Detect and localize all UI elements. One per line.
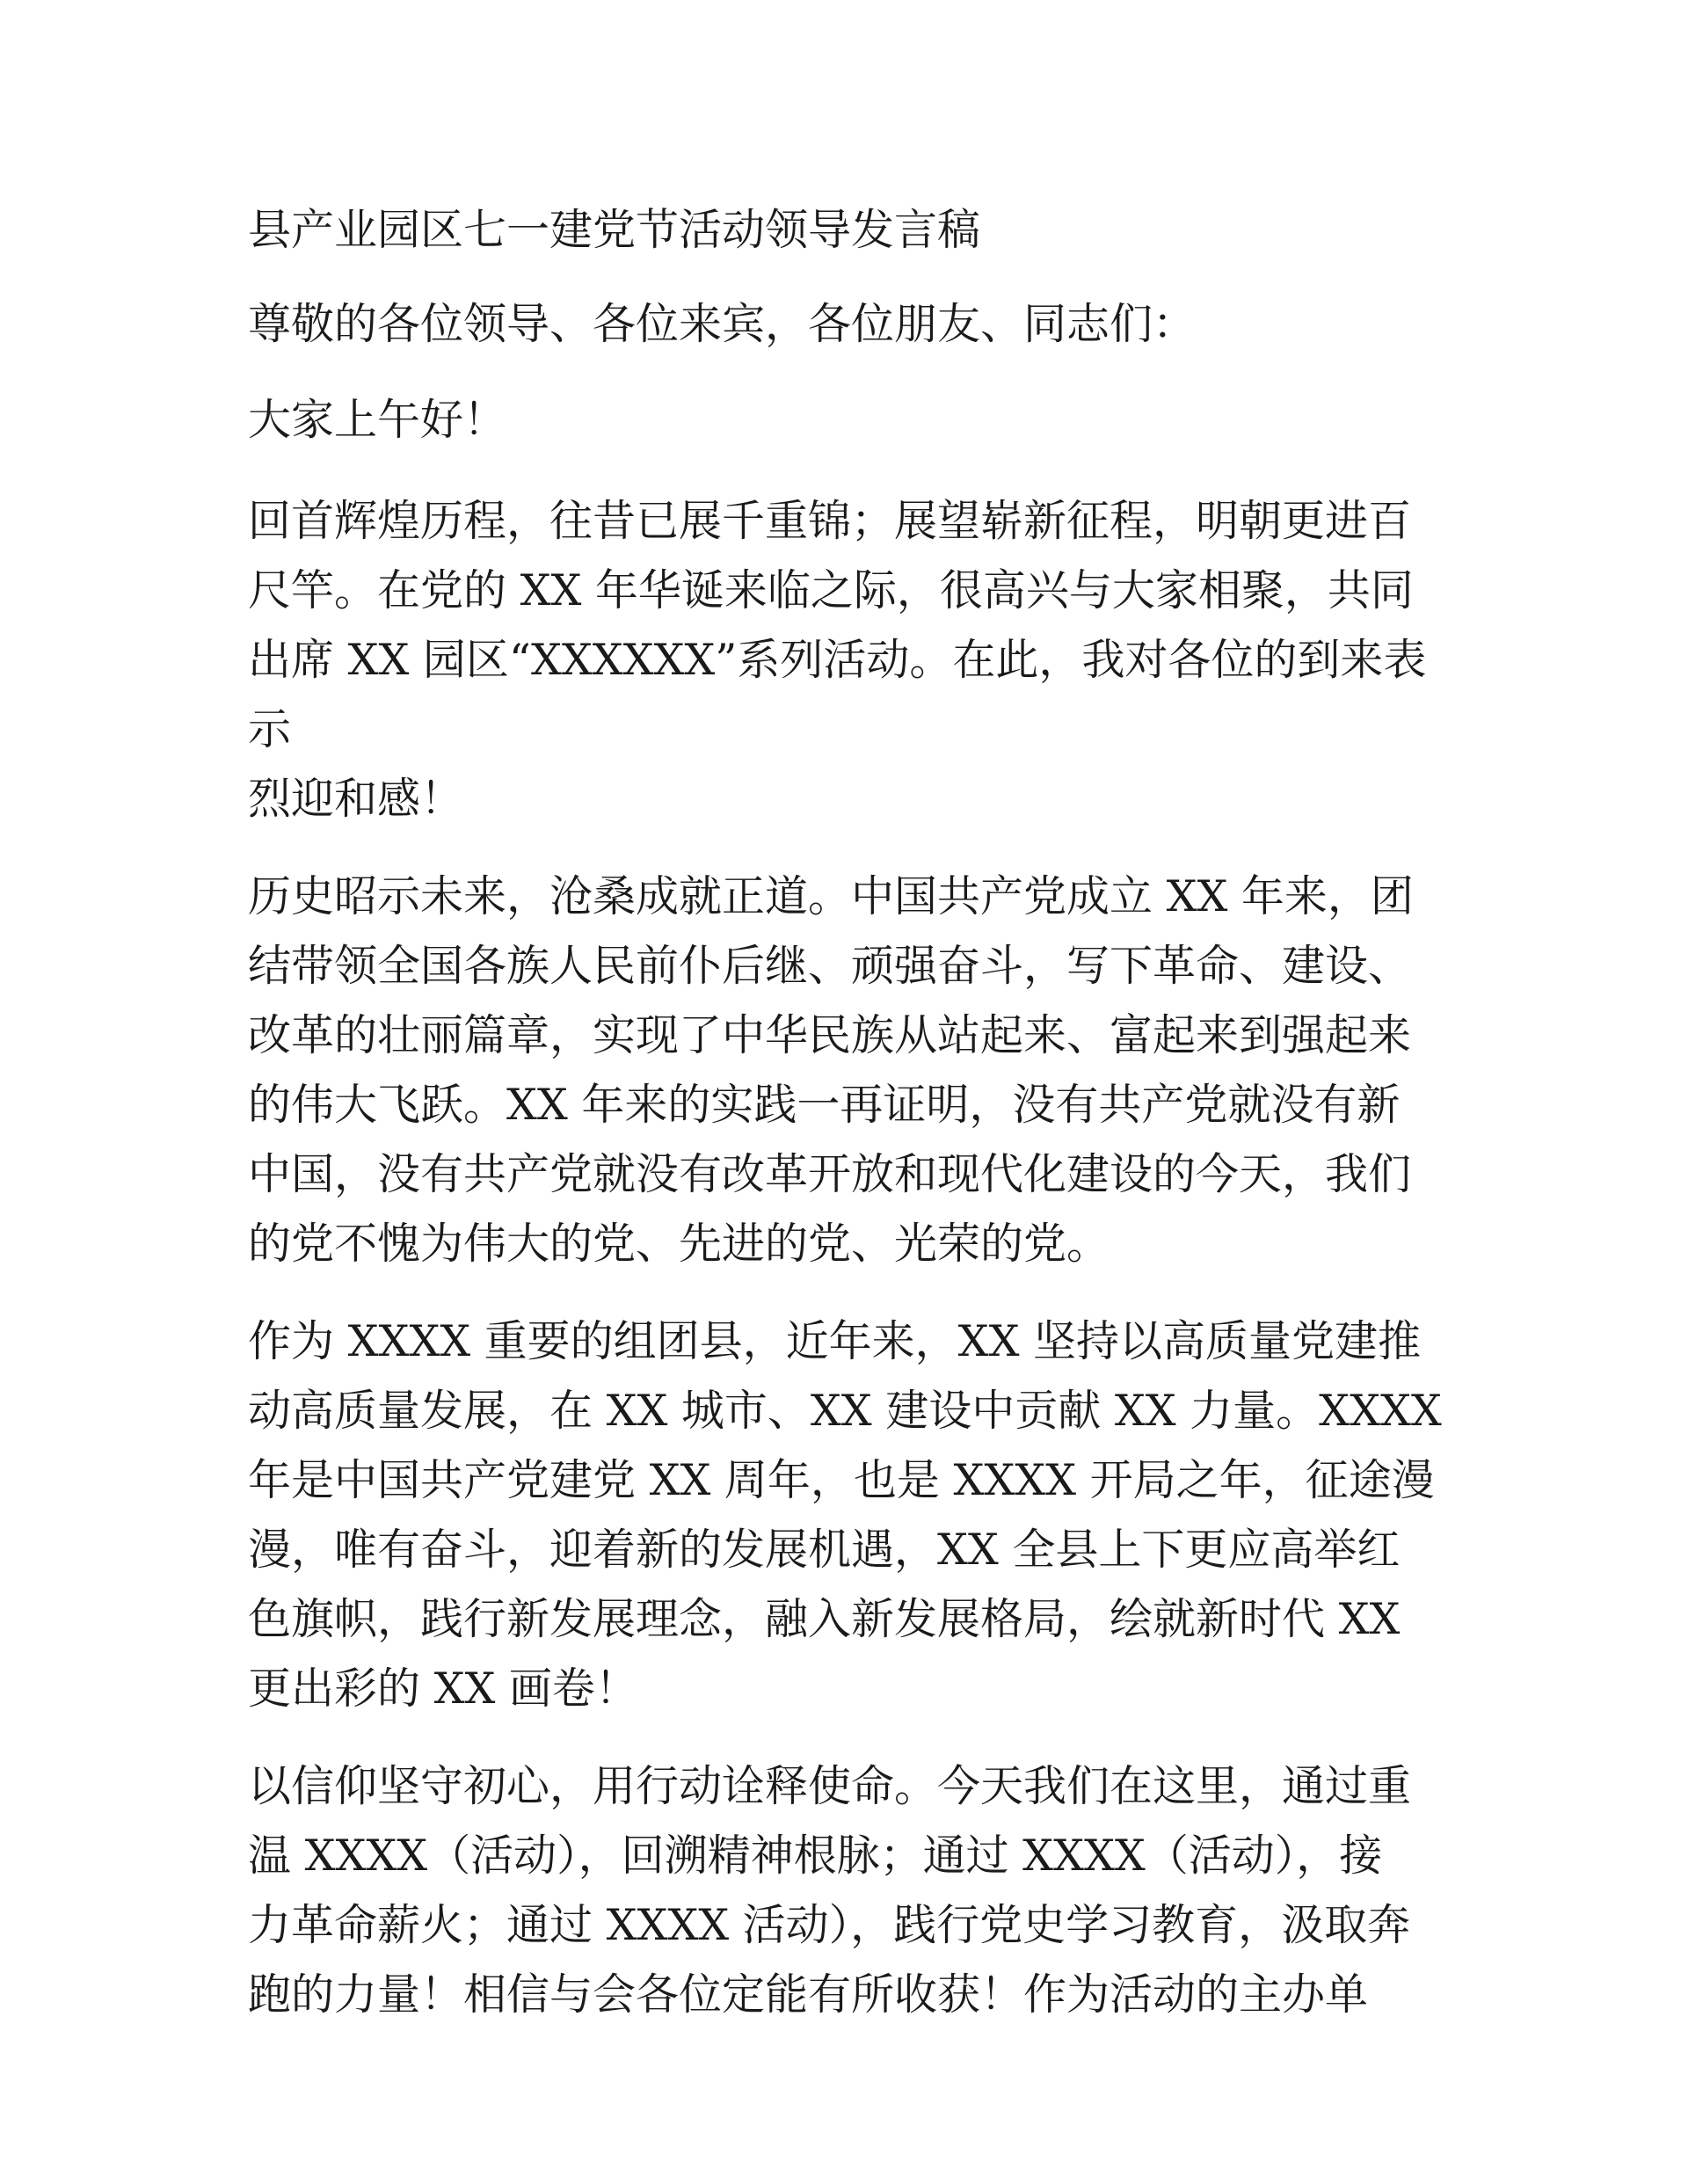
document-title: 县产业园区七一建党节活动领导发言稿 [248,205,981,255]
paragraph-4: 以信仰坚守初心，用行动诠释使命。今天我们在这里，通过重 温 XXXX（活动），回溯精神根脉；通过 XXXX（活动），接 力革命薪火；通过 XXXX 活动），践行党史学习教育，汲取奔 跑的力量！相信与会各位定能有所收获！作为活动的主办单 [248,1761,1412,2020]
paragraph-1: 回首辉煌历程，往昔已展千重锦；展望崭新征程，明朝更进百 尺竿。在党的 XX 年华诞来临之际，很高兴与大家相聚，共同 出席 XX 园区“XXXXXX”系列活动。在此，我对各位的到来表示 烈迎和感！ [248,496,1427,824]
paragraph-3: 作为 XXXX 重要的组团县，近年来，XX 坚持以高质量党建推 动高质量发展，在 XX 城市、XX 建设中贡献 XX 力量。XXXX 年是中国共产党建党 XX 周年，也是 XXXX 开局之年，征途漫 漫，唯有奋斗，迎着新的发展机遇，XX 全县上下更应高举红 色旗帜，践行新发展理念，融入新发展格局，绘就新时代 XX 更出彩的 XX 画卷！ [248,1316,1442,1714]
opening-line: 大家上午好！ [248,395,507,445]
document-body [248,195,1444,2057]
greeting-line: 尊敬的各位领导、各位来宾，各位朋友、同志们： [248,299,1197,349]
paragraph-2: 历史昭示未来，沧桑成就正道。中国共产党成立 XX 年来，团 结带领全国各族人民前仆后继、顽强奋斗，写下革命、建设、 改革的壮丽篇章，实现了中华民族从站起来、富起来到强起来 的伟大飞跃。XX 年来的实践一再证明，没有共产党就没有新 中国，没有共产党就没有改革开放和现代化建设的今天，我们 的党不愧为伟大的党、先进的党、光荣的党。 [248,871,1414,1269]
